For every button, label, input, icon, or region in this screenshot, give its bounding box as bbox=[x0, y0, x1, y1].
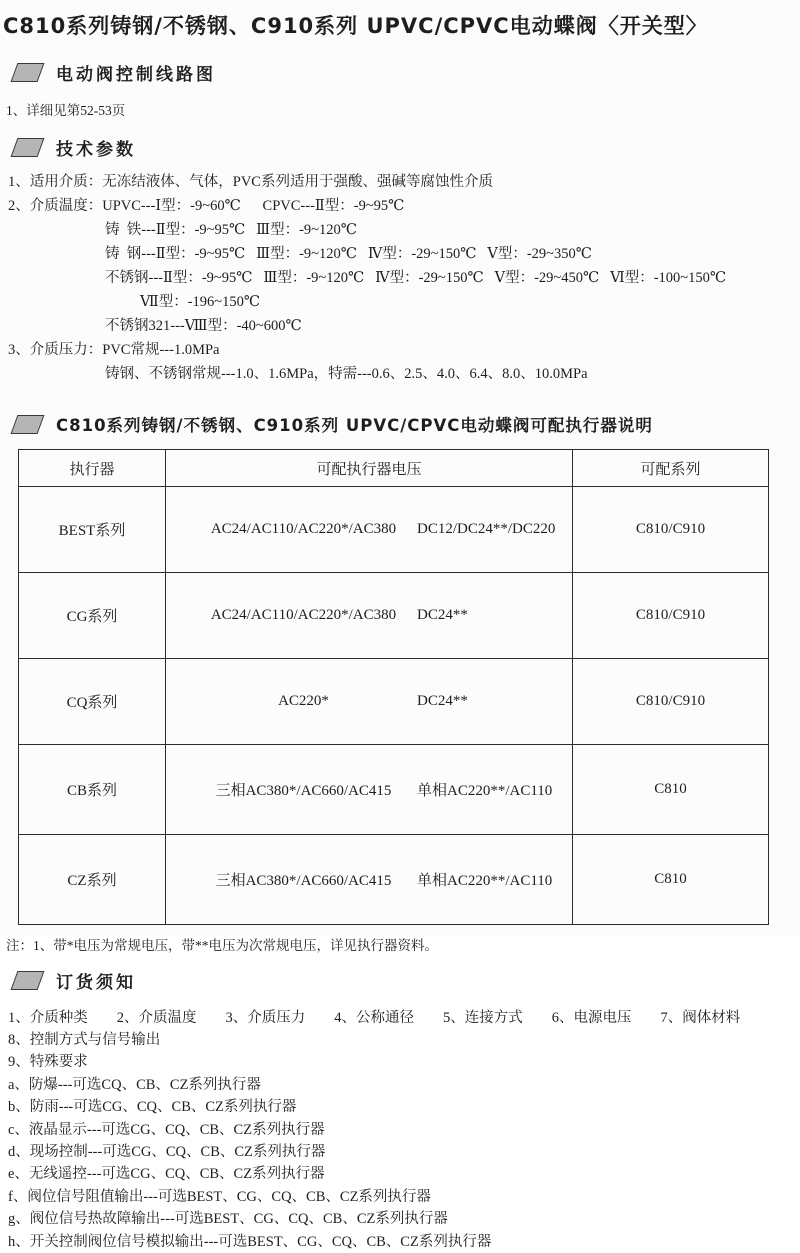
actuator-voltage bbox=[166, 487, 573, 573]
actuator-table bbox=[18, 449, 769, 925]
tech-line-pressure: 3、介质压力：PVC常规---1.0MPa bbox=[8, 342, 220, 358]
section-title-actuators: C810系列铸钢/不锈钢、C910系列 UPVC/CPVC电动蝶阀可配执行器说明 bbox=[56, 416, 653, 435]
table-row bbox=[19, 573, 769, 659]
tech-line-pressure-more: 铸钢、不锈钢常规---1.0、1.6MPa，特需---0.6、2.5、4.0、6.4、8.0、10.0MPa bbox=[105, 366, 588, 382]
section-title-tech: 技术参数 bbox=[56, 140, 136, 160]
order-line: c、液晶显示---可选CG、CQ、CB、CZ系列执行器 bbox=[8, 1121, 325, 1138]
table-footnote: 注：1、带*电压为常规电压，带**电压为次常规电压，详见执行器资料。 bbox=[6, 938, 438, 953]
voltage-ac: 三相AC380*/AC660/AC415 bbox=[215, 873, 392, 889]
actuator-voltage bbox=[166, 659, 573, 745]
actuator-name: CZ系列 bbox=[19, 835, 166, 925]
voltage-dc: 单相AC220**/AC110 bbox=[417, 873, 553, 889]
actuator-series: C810 bbox=[573, 835, 769, 925]
order-line: 9、特殊要求 bbox=[8, 1054, 88, 1071]
actuator-name: BEST系列 bbox=[19, 487, 166, 573]
parallelogram-icon bbox=[11, 415, 45, 434]
section-header-wiring bbox=[14, 60, 800, 85]
parallelogram-icon bbox=[11, 971, 45, 990]
tech-line-type7: Ⅶ型：-196~150℃ bbox=[140, 294, 261, 310]
tech-line-cast-steel: 铸 钢---Ⅱ型：-9~95℃ Ⅲ型：-9~120℃ Ⅳ型：-29~150℃ Ⅴ型：-29~350℃ bbox=[105, 246, 592, 262]
section-header-tech bbox=[14, 135, 800, 160]
actuator-series: C810/C910 bbox=[573, 659, 769, 745]
table-row bbox=[19, 487, 769, 573]
tech-line-stainless-321: 不锈钢321---Ⅷ型：-40~600℃ bbox=[105, 318, 302, 334]
order-line: b、防雨---可选CG、CQ、CB、CZ系列执行器 bbox=[8, 1099, 297, 1116]
order-line: f、阀位信号阻值输出---可选BEST、CG、CQ、CB、CZ系列执行器 bbox=[8, 1188, 431, 1205]
order-item: 3、介质压力 bbox=[225, 1010, 306, 1026]
table-row bbox=[19, 835, 769, 925]
actuator-name: CB系列 bbox=[19, 745, 166, 835]
voltage-dc: DC12/DC24**/DC220 bbox=[417, 521, 556, 537]
tech-parameter-list bbox=[0, 170, 800, 386]
parallelogram-icon bbox=[11, 63, 45, 82]
table-row bbox=[19, 659, 769, 745]
voltage-dc: DC24** bbox=[417, 693, 468, 709]
voltage-dc: 单相AC220**/AC110 bbox=[417, 783, 553, 799]
table-header-row bbox=[19, 450, 769, 487]
table-header-series: 可配系列 bbox=[573, 450, 769, 487]
voltage-ac: AC220* bbox=[278, 693, 329, 709]
actuator-name: CQ系列 bbox=[19, 659, 166, 745]
order-item: 5、连接方式 bbox=[443, 1010, 523, 1026]
order-notes-list bbox=[8, 1029, 800, 1253]
table-header-actuator: 执行器 bbox=[19, 450, 166, 487]
table-row bbox=[19, 745, 769, 835]
order-item: 4、公称通径 bbox=[334, 1010, 414, 1026]
tech-line-medium: 1、适用介质：无冻结液体、气体，PVC系列适用于强酸、强碱等腐蚀性介质 bbox=[8, 174, 493, 190]
order-line: e、无线遥控---可选CG、CQ、CB、CZ系列执行器 bbox=[8, 1166, 325, 1183]
tech-line-stainless: 不锈钢---Ⅱ型：-9~95℃ Ⅲ型：-9~120℃ Ⅳ型：-29~150℃ Ⅴ型：-29~450℃ Ⅵ型：-100~150℃ bbox=[105, 270, 727, 286]
section-header-actuators bbox=[14, 412, 800, 436]
order-item: 7、阀体材料 bbox=[660, 1010, 741, 1026]
page-title: C810系列铸钢/不锈钢、C910系列 UPVC/CPVC电动蝶阀〈开关型〉 bbox=[3, 14, 708, 38]
order-checklist-row bbox=[8, 1007, 800, 1029]
actuator-series: C810/C910 bbox=[573, 573, 769, 659]
voltage-ac: 三相AC380*/AC660/AC415 bbox=[215, 783, 392, 799]
actuator-series: C810/C910 bbox=[573, 487, 769, 573]
order-item: 6、电源电压 bbox=[551, 1010, 632, 1026]
tech-line-temperature: 2、介质温度：UPVC---Ⅰ型：-9~60℃ CPVC---Ⅱ型：-9~95℃ bbox=[8, 198, 405, 214]
wiring-note: 1、详细见第52-53页 bbox=[6, 103, 126, 118]
table-header-voltage: 可配执行器电压 bbox=[166, 450, 573, 487]
order-item: 1、介质种类 bbox=[8, 1010, 88, 1026]
section-header-order bbox=[14, 968, 800, 993]
tech-line-cast-iron: 铸 铁---Ⅱ型：-9~95℃ Ⅲ型：-9~120℃ bbox=[105, 222, 357, 238]
actuator-series: C810 bbox=[573, 745, 769, 835]
order-line: d、现场控制---可选CG、CQ、CB、CZ系列执行器 bbox=[8, 1144, 326, 1161]
actuator-voltage bbox=[166, 835, 573, 925]
section-title-wiring: 电动阀控制线路图 bbox=[56, 65, 216, 85]
order-line: 8、控制方式与信号输出 bbox=[8, 1032, 161, 1048]
order-line: h、开关控制阀位信号模拟输出---可选BEST、CG、CQ、CB、CZ系列执行器 bbox=[8, 1233, 492, 1250]
order-line: g、阀位信号热故障输出---可选BEST、CG、CQ、CB、CZ系列执行器 bbox=[8, 1211, 448, 1228]
voltage-ac: AC24/AC110/AC220*/AC380 bbox=[210, 607, 397, 623]
order-line: a、防爆---可选CQ、CB、CZ系列执行器 bbox=[8, 1076, 261, 1093]
parallelogram-icon bbox=[11, 138, 45, 157]
actuator-voltage bbox=[166, 745, 573, 835]
voltage-ac: AC24/AC110/AC220*/AC380 bbox=[210, 521, 397, 537]
section-title-order: 订货须知 bbox=[56, 973, 136, 993]
order-item: 2、介质温度 bbox=[116, 1010, 197, 1026]
actuator-voltage bbox=[166, 573, 573, 659]
actuator-name: CG系列 bbox=[19, 573, 166, 659]
voltage-dc: DC24** bbox=[417, 607, 468, 623]
